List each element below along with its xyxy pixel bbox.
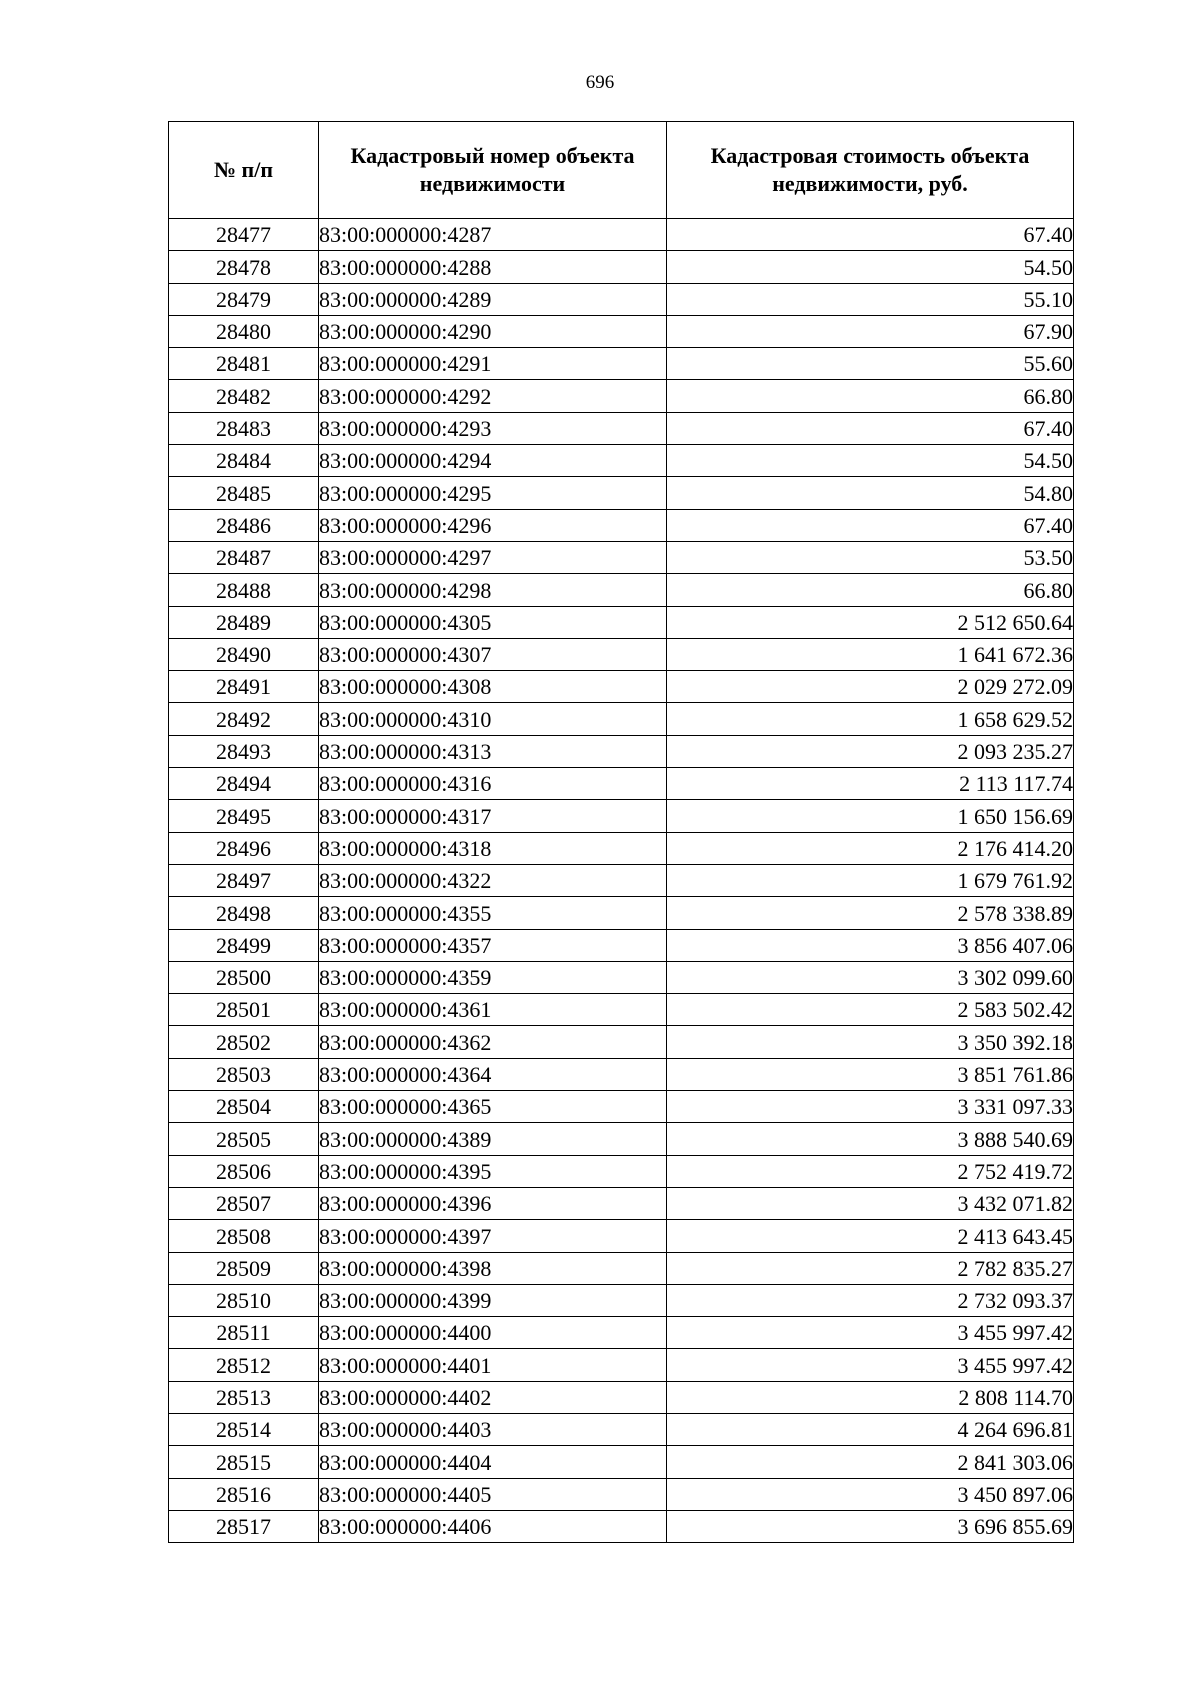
row-number-cell: 28479: [169, 283, 319, 315]
table-row: [169, 477, 1074, 509]
cadastral-number-cell: 83:00:000000:4405: [319, 1478, 667, 1510]
table-row: [169, 1284, 1074, 1316]
cadastral-number-cell: 83:00:000000:4305: [319, 606, 667, 638]
table-row: [169, 445, 1074, 477]
cadastral-number-cell: 83:00:000000:4317: [319, 800, 667, 832]
row-number-cell: 28494: [169, 768, 319, 800]
row-number-cell: 28489: [169, 606, 319, 638]
cadastral-number-cell: 83:00:000000:4355: [319, 897, 667, 929]
cadastral-number-cell: 83:00:000000:4291: [319, 348, 667, 380]
cadastral-number-cell: 83:00:000000:4297: [319, 541, 667, 573]
cadastral-value-cell: 1 679 761.92: [667, 864, 1074, 896]
cadastral-number-cell: 83:00:000000:4308: [319, 671, 667, 703]
table-row: [169, 1058, 1074, 1090]
cadastral-value-cell: 2 113 117.74: [667, 768, 1074, 800]
table-row: [169, 1381, 1074, 1413]
cadastral-value-cell: 54.50: [667, 251, 1074, 283]
cadastral-value-cell: 3 450 897.06: [667, 1478, 1074, 1510]
row-number-cell: 28495: [169, 800, 319, 832]
cadastral-number-cell: 83:00:000000:4401: [319, 1349, 667, 1381]
header-row: [169, 122, 1074, 219]
cadastral-number-cell: 83:00:000000:4406: [319, 1510, 667, 1542]
table-row: [169, 800, 1074, 832]
page-number: 696: [585, 72, 615, 93]
table-row: [169, 283, 1074, 315]
cadastral-value-cell: 66.80: [667, 574, 1074, 606]
cadastral-value-cell: 3 455 997.42: [667, 1349, 1074, 1381]
row-number-cell: 28477: [169, 219, 319, 251]
row-number-cell: 28488: [169, 574, 319, 606]
table-row: [169, 380, 1074, 412]
table-row: [169, 1478, 1074, 1510]
cadastral-value-cell: 4 264 696.81: [667, 1413, 1074, 1445]
cadastral-value-cell: 2 176 414.20: [667, 832, 1074, 864]
row-number-cell: 28493: [169, 735, 319, 767]
cadastral-number-cell: 83:00:000000:4357: [319, 929, 667, 961]
cadastral-value-cell: 3 432 071.82: [667, 1187, 1074, 1219]
row-number-cell: 28511: [169, 1317, 319, 1349]
cadastral-number-cell: 83:00:000000:4295: [319, 477, 667, 509]
cadastral-number-cell: 83:00:000000:4397: [319, 1220, 667, 1252]
cadastral-value-cell: 67.40: [667, 509, 1074, 541]
cadastral-value-cell: 3 350 392.18: [667, 1026, 1074, 1058]
cadastral-value-cell: 2 782 835.27: [667, 1252, 1074, 1284]
row-number-cell: 28501: [169, 994, 319, 1026]
table-row: [169, 606, 1074, 638]
row-number-cell: 28500: [169, 961, 319, 993]
row-number-cell: 28491: [169, 671, 319, 703]
cadastral-number-cell: 83:00:000000:4404: [319, 1446, 667, 1478]
row-number-cell: 28509: [169, 1252, 319, 1284]
cadastral-value-cell: 3 888 540.69: [667, 1123, 1074, 1155]
row-number-cell: 28505: [169, 1123, 319, 1155]
cadastral-number-cell: 83:00:000000:4316: [319, 768, 667, 800]
cadastral-value-cell: 1 658 629.52: [667, 703, 1074, 735]
header-cadastral-value: Кадастровая стоимость объекта недвижимости, руб.: [667, 122, 1074, 219]
cadastral-number-cell: 83:00:000000:4288: [319, 251, 667, 283]
table-row: [169, 671, 1074, 703]
table-row: [169, 638, 1074, 670]
cadastral-value-cell: 53.50: [667, 541, 1074, 573]
cadastral-number-cell: 83:00:000000:4395: [319, 1155, 667, 1187]
cadastral-value-cell: 2 578 338.89: [667, 897, 1074, 929]
table-row: [169, 219, 1074, 251]
row-number-cell: 28517: [169, 1510, 319, 1542]
cadastral-number-cell: 83:00:000000:4318: [319, 832, 667, 864]
row-number-cell: 28497: [169, 864, 319, 896]
cadastral-value-cell: 2 413 643.45: [667, 1220, 1074, 1252]
table-row: [169, 1446, 1074, 1478]
row-number-cell: 28496: [169, 832, 319, 864]
cadastral-value-cell: 3 455 997.42: [667, 1317, 1074, 1349]
row-number-cell: 28484: [169, 445, 319, 477]
table-row: [169, 994, 1074, 1026]
cadastral-value-cell: 1 650 156.69: [667, 800, 1074, 832]
cadastral-value-table: [168, 121, 1074, 1543]
table-row: [169, 832, 1074, 864]
cadastral-value-cell: 67.90: [667, 315, 1074, 347]
table-row: [169, 768, 1074, 800]
row-number-cell: 28485: [169, 477, 319, 509]
cadastral-number-cell: 83:00:000000:4364: [319, 1058, 667, 1090]
row-number-cell: 28486: [169, 509, 319, 541]
row-number-cell: 28504: [169, 1091, 319, 1123]
table-row: [169, 1187, 1074, 1219]
cadastral-value-cell: 55.60: [667, 348, 1074, 380]
cadastral-value-cell: 2 093 235.27: [667, 735, 1074, 767]
cadastral-number-cell: 83:00:000000:4307: [319, 638, 667, 670]
row-number-cell: 28499: [169, 929, 319, 961]
table-row: [169, 541, 1074, 573]
table-row: [169, 961, 1074, 993]
table-row: [169, 1317, 1074, 1349]
cadastral-value-cell: 54.50: [667, 445, 1074, 477]
table-row: [169, 574, 1074, 606]
row-number-cell: 28512: [169, 1349, 319, 1381]
cadastral-number-cell: 83:00:000000:4399: [319, 1284, 667, 1316]
row-number-cell: 28507: [169, 1187, 319, 1219]
table-row: [169, 1349, 1074, 1381]
cadastral-number-cell: 83:00:000000:4310: [319, 703, 667, 735]
row-number-cell: 28516: [169, 1478, 319, 1510]
row-number-cell: 28490: [169, 638, 319, 670]
cadastral-value-cell: 3 331 097.33: [667, 1091, 1074, 1123]
table-row: [169, 929, 1074, 961]
table-row: [169, 251, 1074, 283]
row-number-cell: 28503: [169, 1058, 319, 1090]
header-row-number: № п/п: [169, 122, 319, 219]
cadastral-number-cell: 83:00:000000:4290: [319, 315, 667, 347]
row-number-cell: 28480: [169, 315, 319, 347]
table-row: [169, 315, 1074, 347]
cadastral-number-cell: 83:00:000000:4398: [319, 1252, 667, 1284]
row-number-cell: 28513: [169, 1381, 319, 1413]
cadastral-number-cell: 83:00:000000:4313: [319, 735, 667, 767]
cadastral-number-cell: 83:00:000000:4322: [319, 864, 667, 896]
cadastral-value-cell: 2 752 419.72: [667, 1155, 1074, 1187]
table-row: [169, 703, 1074, 735]
table-row: [169, 412, 1074, 444]
cadastral-number-cell: 83:00:000000:4403: [319, 1413, 667, 1445]
cadastral-number-cell: 83:00:000000:4296: [319, 509, 667, 541]
row-number-cell: 28510: [169, 1284, 319, 1316]
cadastral-value-cell: 3 696 855.69: [667, 1510, 1074, 1542]
cadastral-value-cell: 3 302 099.60: [667, 961, 1074, 993]
cadastral-number-cell: 83:00:000000:4396: [319, 1187, 667, 1219]
cadastral-number-cell: 83:00:000000:4365: [319, 1091, 667, 1123]
cadastral-number-cell: 83:00:000000:4298: [319, 574, 667, 606]
row-number-cell: 28498: [169, 897, 319, 929]
cadastral-value-cell: 2 029 272.09: [667, 671, 1074, 703]
cadastral-number-cell: 83:00:000000:4292: [319, 380, 667, 412]
cadastral-number-cell: 83:00:000000:4402: [319, 1381, 667, 1413]
cadastral-value-cell: 66.80: [667, 380, 1074, 412]
cadastral-number-cell: 83:00:000000:4359: [319, 961, 667, 993]
cadastral-number-cell: 83:00:000000:4289: [319, 283, 667, 315]
table-row: [169, 1123, 1074, 1155]
row-number-cell: 28515: [169, 1446, 319, 1478]
cadastral-number-cell: 83:00:000000:4294: [319, 445, 667, 477]
cadastral-value-cell: 2 808 114.70: [667, 1381, 1074, 1413]
cadastral-value-cell: 2 512 650.64: [667, 606, 1074, 638]
row-number-cell: 28514: [169, 1413, 319, 1445]
header-cadastral-number: Кадастровый номер объекта недвижимости: [319, 122, 667, 219]
row-number-cell: 28482: [169, 380, 319, 412]
table-row: [169, 348, 1074, 380]
cadastral-value-cell: 67.40: [667, 412, 1074, 444]
table-row: [169, 897, 1074, 929]
table-row: [169, 1252, 1074, 1284]
cadastral-value-cell: 2 583 502.42: [667, 994, 1074, 1026]
table-row: [169, 1220, 1074, 1252]
table-header: [169, 122, 1074, 219]
table-row: [169, 1026, 1074, 1058]
row-number-cell: 28478: [169, 251, 319, 283]
cadastral-value-cell: 2 841 303.06: [667, 1446, 1074, 1478]
cadastral-value-cell: 3 851 761.86: [667, 1058, 1074, 1090]
row-number-cell: 28481: [169, 348, 319, 380]
table-row: [169, 1155, 1074, 1187]
table-row: [169, 509, 1074, 541]
cadastral-number-cell: 83:00:000000:4293: [319, 412, 667, 444]
cadastral-value-cell: 1 641 672.36: [667, 638, 1074, 670]
cadastral-value-cell: 55.10: [667, 283, 1074, 315]
table-row: [169, 1413, 1074, 1445]
cadastral-number-cell: 83:00:000000:4400: [319, 1317, 667, 1349]
cadastral-number-cell: 83:00:000000:4287: [319, 219, 667, 251]
cadastral-number-cell: 83:00:000000:4361: [319, 994, 667, 1026]
cadastral-value-cell: 54.80: [667, 477, 1074, 509]
row-number-cell: 28508: [169, 1220, 319, 1252]
row-number-cell: 28487: [169, 541, 319, 573]
table-row: [169, 1091, 1074, 1123]
cadastral-value-cell: 67.40: [667, 219, 1074, 251]
table-body: [169, 219, 1074, 1543]
cadastral-value-cell: 2 732 093.37: [667, 1284, 1074, 1316]
cadastral-number-cell: 83:00:000000:4389: [319, 1123, 667, 1155]
row-number-cell: 28483: [169, 412, 319, 444]
cadastral-number-cell: 83:00:000000:4362: [319, 1026, 667, 1058]
table-row: [169, 735, 1074, 767]
table-row: [169, 864, 1074, 896]
table-row: [169, 1510, 1074, 1542]
cadastral-value-cell: 3 856 407.06: [667, 929, 1074, 961]
row-number-cell: 28506: [169, 1155, 319, 1187]
row-number-cell: 28502: [169, 1026, 319, 1058]
row-number-cell: 28492: [169, 703, 319, 735]
